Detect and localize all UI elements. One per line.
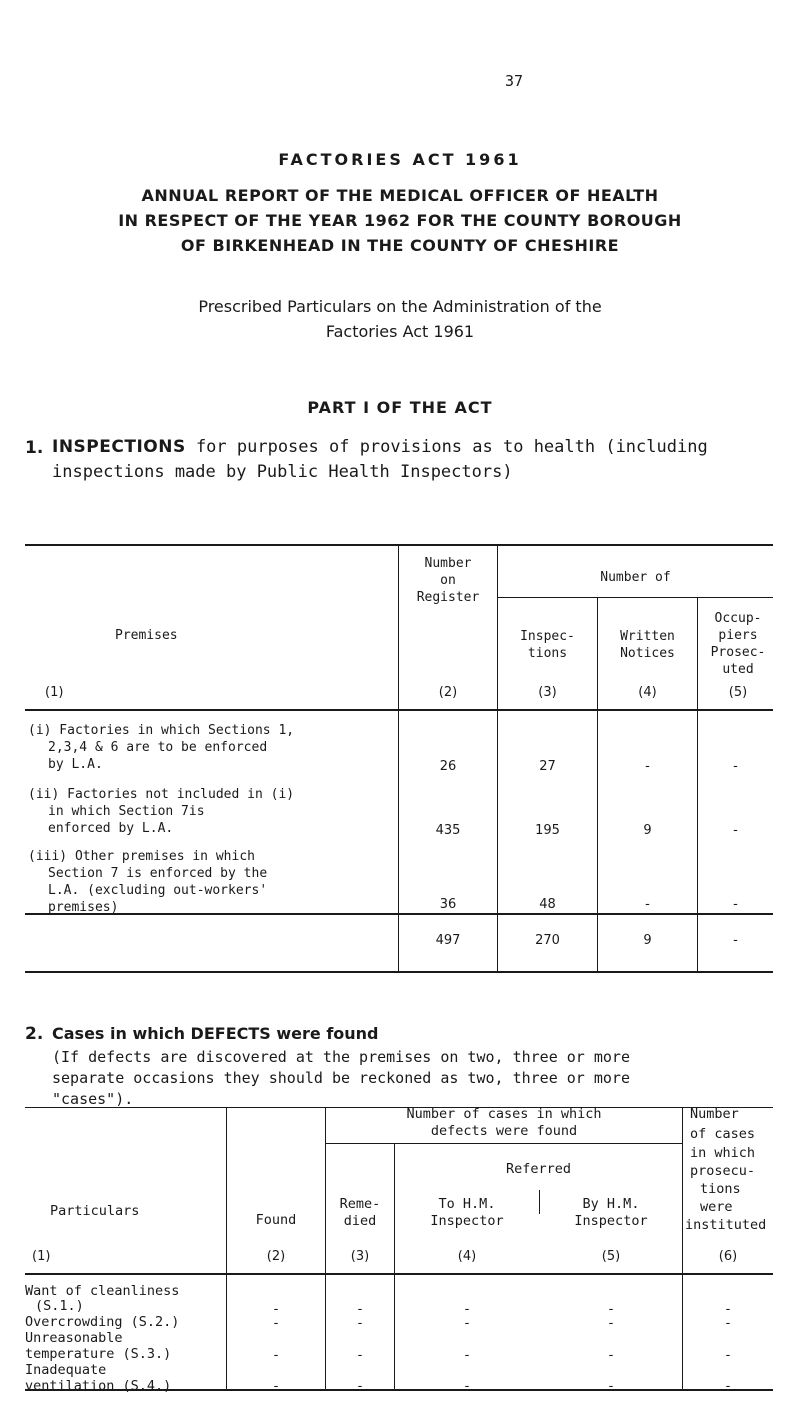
t2-r1-remedied: - xyxy=(357,1302,363,1317)
t1-header-notices-2: Notices xyxy=(620,646,675,661)
section-2-number: 2. xyxy=(25,1024,44,1044)
t2-header-prosecutions-5: tions xyxy=(700,1181,741,1197)
t2-header-by-hm-1: By H.M. xyxy=(582,1196,640,1212)
t2-header-rule xyxy=(25,1273,773,1275)
t2-header-prosecutions-4: prosecu- xyxy=(690,1163,756,1179)
t1-r2-label-3: enforced by L.A. xyxy=(48,821,174,836)
t2-r1-by-hm: - xyxy=(608,1302,614,1317)
t1-colnum-3: (3) xyxy=(538,685,557,700)
page-number: 37 xyxy=(505,72,524,90)
t1-r3-prosecuted: - xyxy=(733,897,738,912)
t1-header-occupiers-1: Occup- xyxy=(714,611,762,626)
t1-header-rule xyxy=(25,709,773,711)
t1-header-register-3: Register xyxy=(416,590,480,605)
t1-r3-notices: - xyxy=(645,897,650,912)
t1-r1-inspections: 27 xyxy=(539,759,556,774)
t2-header-found: Found xyxy=(255,1212,297,1228)
t2-r3-remedied: - xyxy=(357,1348,363,1363)
t2-r3-to-hm: - xyxy=(464,1348,470,1363)
part-heading: PART I OF THE ACT xyxy=(307,398,493,417)
t1-r1-label-2: 2,3,4 & 6 are to be enforced xyxy=(48,740,268,755)
t2-r4-label-2: ventilation (S.4.) xyxy=(25,1378,172,1394)
t2-header-by-hm-2: Inspector xyxy=(574,1213,648,1229)
t2-colnum-1: (1) xyxy=(32,1249,51,1264)
t2-r3-by-hm: - xyxy=(608,1348,614,1363)
t1-colnum-1: (1) xyxy=(45,685,64,700)
t1-header-occupiers-2: piers xyxy=(718,628,758,643)
t2-header-prosecutions-1: Number xyxy=(690,1106,739,1122)
t1-r1-label-1: (i) Factories in which Sections 1, xyxy=(28,723,295,738)
t2-header-prosecutions-2: of cases xyxy=(690,1126,756,1142)
heading-line-1: ANNUAL REPORT OF THE MEDICAL OFFICER OF HEALTH xyxy=(141,186,659,205)
t1-header-notices-1: Written xyxy=(620,629,675,644)
t1-r2-prosecuted: - xyxy=(733,823,738,838)
t2-header-particulars: Particulars xyxy=(50,1203,140,1219)
section-2-note-2: separate occasions they should be reckoned as two, three or more xyxy=(52,1069,630,1087)
t1-r1-register: 26 xyxy=(439,759,457,774)
t1-header-inspections-2: tions xyxy=(527,646,568,661)
t1-top-rule xyxy=(25,544,773,546)
t2-r2-remedied: - xyxy=(357,1316,363,1331)
t2-header-referred: Referred xyxy=(505,1161,572,1177)
t2-colnum-4: (4) xyxy=(457,1249,477,1264)
t1-r1-notices: - xyxy=(645,759,650,774)
t2-colnum-2: (2) xyxy=(266,1249,286,1264)
section-2-note-3: "cases"). xyxy=(52,1090,134,1108)
t1-header-premises: Premises xyxy=(115,628,178,643)
t2-r1-label-2: (S.1.) xyxy=(35,1298,84,1314)
section-1-bold: INSPECTIONS xyxy=(52,437,186,457)
t2-r3-label-1: Unreasonable xyxy=(25,1330,123,1346)
t2-r1-label-1: Want of cleanliness xyxy=(25,1283,180,1299)
section-1-number: 1. xyxy=(25,438,44,458)
section-1-line-2: inspections made by Public Health Inspectors) xyxy=(52,462,513,482)
t2-header-prosecutions-7: instituted xyxy=(685,1217,767,1233)
t2-header-prosecutions-6: were xyxy=(700,1199,733,1215)
t2-r3-prosecutions: - xyxy=(725,1348,731,1363)
t2-header-remedied-1: Reme- xyxy=(339,1196,381,1212)
section-2-note-1: (If defects are discovered at the premises on two, three or more xyxy=(52,1048,630,1066)
t1-total-inspections: 270 xyxy=(535,933,560,948)
section-2-title: Cases in which DEFECTS were found xyxy=(52,1024,379,1043)
t2-header-cases-2: defects were found xyxy=(430,1123,578,1139)
t1-r3-inspections: 48 xyxy=(539,897,556,912)
t2-colnum-5: (5) xyxy=(601,1249,621,1264)
subheading-line-2: Factories Act 1961 xyxy=(325,322,475,341)
t2-r2-by-hm: - xyxy=(608,1316,614,1331)
t2-r2-label-1: Overcrowding (S.2.) xyxy=(25,1314,180,1330)
t1-r1-label-3: by L.A. xyxy=(48,757,103,772)
t2-r2-to-hm: - xyxy=(464,1316,470,1331)
t1-r3-label-4: premises) xyxy=(48,900,119,915)
t2-r1-to-hm: - xyxy=(464,1302,470,1317)
t2-header-cases-1: Number of cases in which xyxy=(406,1106,602,1122)
t2-r3-found: - xyxy=(273,1348,279,1363)
t2-r4-prosecutions: - xyxy=(725,1379,731,1394)
t1-r2-register: 435 xyxy=(435,823,461,838)
subheading-line-1: Prescribed Particulars on the Administration of the xyxy=(198,297,602,316)
t2-colnum-6: (6) xyxy=(718,1249,738,1264)
t2-header-prosecutions-3: in which xyxy=(690,1145,756,1161)
t2-header-to-hm-2: Inspector xyxy=(430,1213,504,1229)
t2-r4-to-hm: - xyxy=(464,1379,470,1394)
t1-r2-notices: 9 xyxy=(643,823,652,838)
section-1-line-1: for purposes of provisions as to health (including xyxy=(185,437,708,457)
t1-r3-label-3: L.A. (excluding out-workers' xyxy=(48,883,268,898)
t1-r2-inspections: 195 xyxy=(535,823,560,838)
t1-r3-label-1: (iii) Other premises in which xyxy=(28,849,255,864)
t1-bottom-rule xyxy=(25,971,773,973)
t1-r1-prosecuted: - xyxy=(733,759,738,774)
t1-colnum-5: (5) xyxy=(728,685,748,700)
t2-r3-label-2: temperature (S.3.) xyxy=(25,1346,172,1362)
t1-colnum-2: (2) xyxy=(438,685,458,700)
t1-body-rule xyxy=(25,913,773,915)
t1-total-notices: 9 xyxy=(643,933,652,948)
t2-r4-label-1: Inadequate xyxy=(25,1362,107,1378)
t2-r2-found: - xyxy=(273,1316,279,1331)
t1-header-register-1: Number xyxy=(424,556,472,571)
t1-total-register: 497 xyxy=(435,933,461,948)
t1-header-register-2: on xyxy=(440,573,456,588)
t2-header-to-hm-1: To H.M. xyxy=(438,1196,496,1212)
heading-line-2: IN RESPECT OF THE YEAR 1962 FOR THE COUNTY BOROUGH xyxy=(118,211,682,230)
t2-r1-prosecutions: - xyxy=(725,1302,731,1317)
t1-r3-label-2: Section 7 is enforced by the xyxy=(48,866,268,881)
t2-r4-found: - xyxy=(273,1379,279,1394)
t2-r4-by-hm: - xyxy=(608,1379,614,1394)
heading-line-3: OF BIRKENHEAD IN THE COUNTY OF CHESHIRE xyxy=(180,236,620,255)
t1-header-inspections-1: Inspec- xyxy=(520,629,575,644)
t1-colnum-4: (4) xyxy=(638,685,657,700)
t1-r2-label-1: (ii) Factories not included in (i) xyxy=(28,787,295,802)
section-1-heading xyxy=(52,437,708,457)
t2-subhead-rule xyxy=(325,1143,682,1144)
t1-subhead-rule xyxy=(497,597,773,598)
t1-r2-label-2: in which Section 7is xyxy=(48,804,205,819)
t1-total-prosecuted: - xyxy=(733,933,738,948)
t2-colnum-3: (3) xyxy=(350,1249,370,1264)
t1-r3-register: 36 xyxy=(439,897,457,912)
t2-r2-prosecutions: - xyxy=(725,1316,731,1331)
t2-header-remedied-2: died xyxy=(343,1213,377,1229)
t1-header-number-of: Number of xyxy=(600,570,671,585)
t1-header-occupiers-3: Prosec- xyxy=(710,645,766,660)
t1-header-occupiers-4: uted xyxy=(722,662,754,677)
t2-r4-remedied: - xyxy=(357,1379,363,1394)
t2-r1-found: - xyxy=(273,1302,279,1317)
page-title: FACTORIES ACT 1961 xyxy=(278,150,522,169)
